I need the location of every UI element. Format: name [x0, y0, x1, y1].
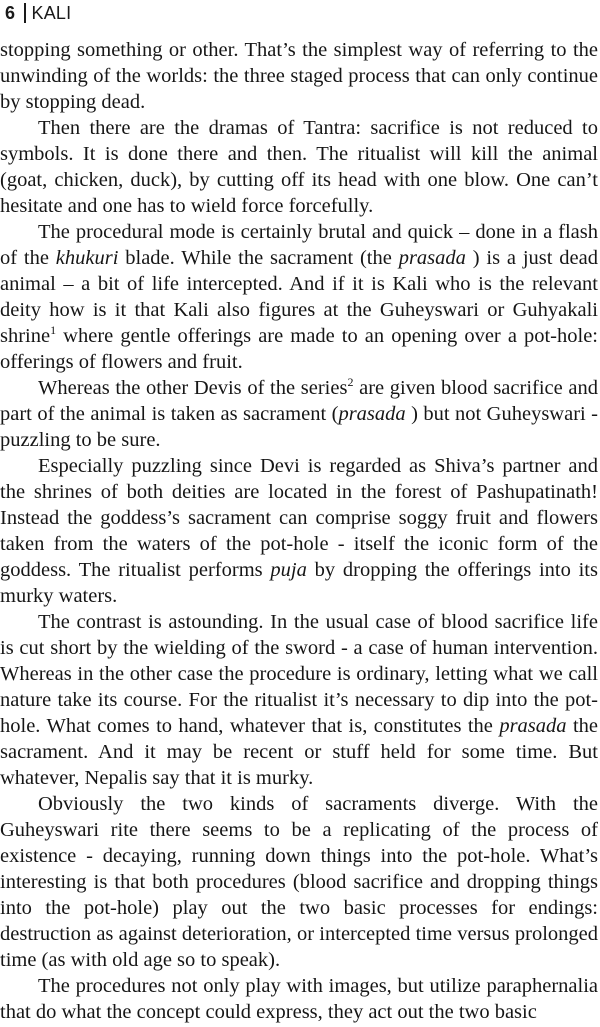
text-run: where gentle offerings are made to an opening over a pot-hole: offerings of flowers and fruit. [0, 325, 598, 373]
paragraph [0, 609, 598, 791]
text-run: Especially puzzling since Devi is regarded as Shiva’s partner and the shrines of both deities are located in the forest of Pashupatinath! Instead the goddess’s sacrament can comprise soggy fruit and flowers taken from the waters of the pot-hole - itself the iconic form of the goddess. The ritualist performs [0, 455, 598, 581]
text-run: stopping something or other. That’s the simplest way of referring to the unwinding of the worlds: the three staged process that can only continue by stopping dead. [0, 39, 598, 113]
header-divider [24, 3, 26, 23]
text-run: are given blood sacrifice and part of the animal is taken as sacrament ( [0, 377, 598, 425]
italic-term: prasada [338, 403, 406, 425]
footnote-marker: 1 [50, 323, 57, 337]
paragraph [0, 37, 598, 115]
running-head [5, 1, 71, 25]
paragraph [0, 375, 598, 453]
italic-term: prasada [398, 247, 466, 269]
body-text [0, 37, 598, 1025]
text-run: The procedures not only play with images, but utilize paraphernalia that do what the concept could express, they act out the two basic [0, 975, 598, 1023]
text-run: The procedural mode is certainly brutal and quick – done in a flash of the [0, 221, 598, 269]
text-run: Then there are the dramas of Tantra: sacrifice is not reduced to symbols. It is done there and then. The ritualist will kill the animal (goat, chicken, duck), by cutting off its head with one blow. One can’t hesitate and one has to wield force forcefully. [0, 117, 598, 217]
page-number: 6 [5, 3, 16, 23]
paragraph [0, 453, 598, 609]
text-run: Whereas the other Devis of the series [38, 377, 348, 399]
paragraph [0, 219, 598, 375]
running-title: KALI [31, 3, 72, 23]
text-run: ) but not Guheyswari - puzzling to be sure. [0, 403, 598, 451]
italic-term: khukuri [55, 247, 119, 269]
italic-term: prasada [499, 715, 567, 737]
italic-term: puja [270, 559, 307, 581]
text-run: The contrast is astounding. In the usual case of blood sacrifice life is cut short by the wielding of the sword - a case of human intervention. Whereas in the other case the procedure is ordinary, letting what we call nature take its course. For the ritualist it’s necessary to dip into the pot-hole. What comes to hand, whatever that is, constitutes the [0, 611, 598, 737]
paragraph [0, 791, 598, 973]
text-run: Obviously the two kinds of sacraments diverge. With the Guheyswari rite there seems to be a replicating of the process of existence - decaying, running down things into the pot-hole. What’s interesting is that both procedures (blood sacrifice and dropping things into the pot-hole) play out the two basic processes for endings: destruction as against deterioration, or intercepted time versus prolonged time (as with old age so to speak). [0, 793, 598, 971]
text-run: ) is a just dead animal – a bit of life intercepted. And if it is Kali who is the relevant deity how is it that Kali also figures at the Guheyswari or Guhyakali shrine [0, 247, 598, 347]
text-run: blade. While the sacrament (the [118, 247, 399, 269]
paragraph [0, 115, 598, 219]
text-run: the sacrament. And it may be recent or stuff held for some time. But whatever, Nepalis say that it is murky. [0, 715, 599, 789]
text-run: by dropping the offerings into its murky waters. [0, 559, 598, 607]
paragraph [0, 973, 598, 1025]
footnote-marker: 2 [347, 375, 354, 389]
